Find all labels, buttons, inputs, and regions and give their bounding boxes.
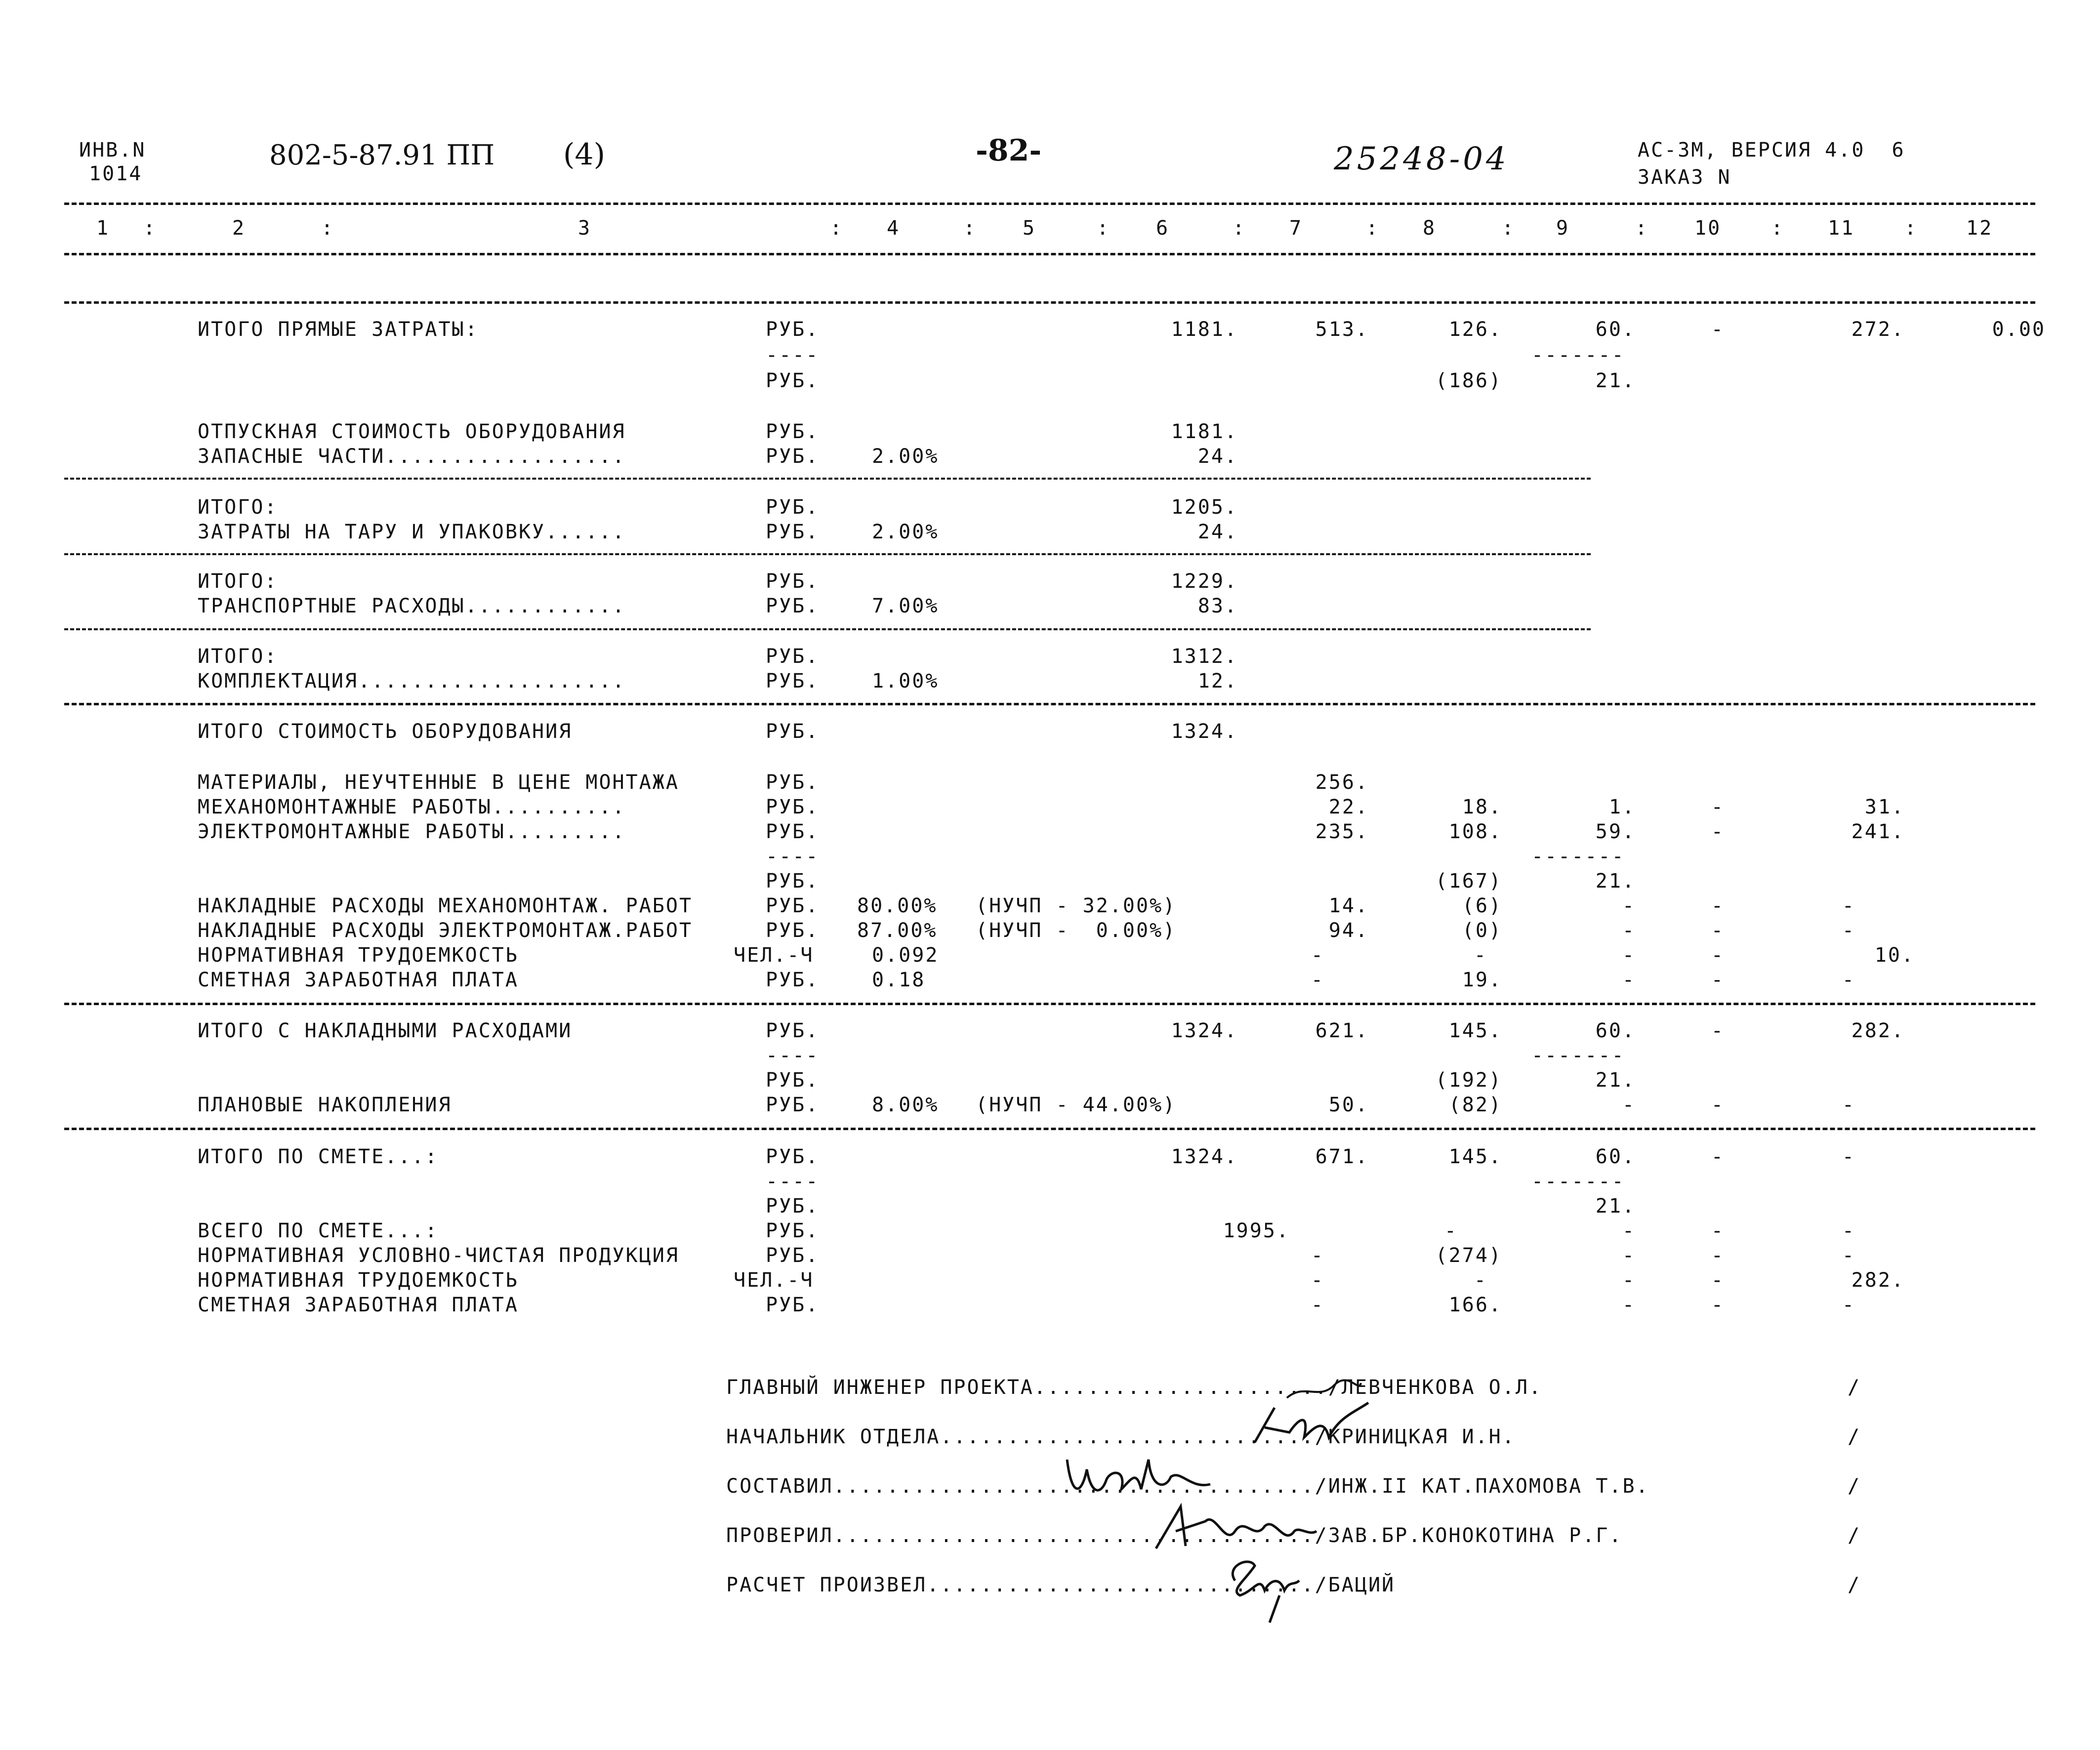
- col8-value: 108.: [1448, 820, 1502, 843]
- unit: РУБ.: [766, 870, 820, 893]
- unit-underline: ----: [766, 845, 820, 868]
- col10-value: -: [1711, 1094, 1725, 1116]
- col7-value: -: [1311, 944, 1324, 967]
- col7-value: 50.: [1328, 1094, 1369, 1116]
- percent: 80.00%: [857, 895, 938, 917]
- col9-value: 21.: [1595, 1195, 1636, 1218]
- unit: РУБ.: [766, 369, 820, 392]
- col9-underline: -------: [1531, 344, 1625, 366]
- unit: РУБ.: [766, 1220, 820, 1242]
- inventory-number: 1014: [89, 163, 143, 185]
- row-label: НОРМАТИВНАЯ УСЛОВНО-ЧИСТАЯ ПРОДУКЦИЯ: [198, 1244, 679, 1267]
- col9-value: -: [1622, 1294, 1636, 1316]
- section-divider: [64, 1128, 2035, 1130]
- row-label: МЕХАНОМОНТАЖНЫЕ РАБОТЫ..........: [198, 796, 626, 818]
- signature-end-slash: /: [1848, 1425, 1861, 1448]
- col7-value: 235.: [1315, 820, 1369, 843]
- col10-value: -: [1711, 1269, 1725, 1292]
- unit: РУБ.: [766, 771, 820, 794]
- row-label: ВСЕГО ПО СМЕТЕ...:: [198, 1220, 439, 1242]
- col9-value: 60.: [1595, 318, 1636, 341]
- section-divider: [64, 301, 2035, 304]
- col7-value: -: [1311, 1244, 1324, 1267]
- col7-value: -: [1311, 1269, 1324, 1292]
- col6-value: 1229.: [1171, 570, 1238, 593]
- col8-value: -: [1474, 1269, 1487, 1292]
- col8-value: 145.: [1448, 1145, 1502, 1168]
- nuchp-note: (НУЧП - 0.00%): [976, 919, 1177, 942]
- column-number-2: 2: [232, 217, 246, 240]
- col9-value: 60.: [1595, 1019, 1636, 1042]
- col9-underline: -------: [1531, 845, 1625, 868]
- handwritten-signature: [1245, 1398, 1373, 1452]
- col7-value: -: [1311, 969, 1324, 991]
- percent: 2.00%: [872, 521, 939, 543]
- column-separator: :: [963, 217, 977, 240]
- page-number: -82-: [976, 133, 1042, 168]
- col6-value: 1181.: [1171, 318, 1238, 341]
- unit: РУБ.: [766, 1145, 820, 1168]
- column-number-7: 7: [1289, 217, 1303, 240]
- unit-underline: ----: [766, 1170, 820, 1193]
- subtotal-divider: [64, 628, 1591, 630]
- col9-value: 1.: [1608, 796, 1636, 818]
- row-label: СМЕТНАЯ ЗАРАБОТНАЯ ПЛАТА: [198, 969, 519, 991]
- percent: 8.00%: [872, 1094, 939, 1116]
- row-label: НАКЛАДНЫЕ РАСХОДЫ ЭЛЕКТРОМОНТАЖ.РАБОТ: [198, 919, 693, 942]
- col11-value: -: [1842, 919, 1855, 942]
- col6-value: 1324.: [1171, 1019, 1238, 1042]
- nuchp-note: (НУЧП - 32.00%): [976, 895, 1177, 917]
- row-label: ИТОГО:: [198, 645, 278, 668]
- column-number-6: 6: [1156, 217, 1170, 240]
- col11-value: -: [1842, 1220, 1855, 1242]
- unit: РУБ.: [766, 420, 820, 443]
- unit: РУБ.: [766, 1244, 820, 1267]
- percent: 0.092: [872, 944, 939, 967]
- col11-value: 282.: [1851, 1269, 1905, 1292]
- col11-value: -: [1842, 1244, 1855, 1267]
- order-code: 25248-04: [1334, 141, 1509, 177]
- signature-end-slash: /: [1848, 1475, 1861, 1498]
- unit: ЧЕЛ.-Ч: [734, 1269, 814, 1292]
- col9-value: -: [1622, 1220, 1636, 1242]
- percent: 0.18: [872, 969, 926, 991]
- column-separator: :: [321, 217, 335, 240]
- col7-value: 513.: [1315, 318, 1369, 341]
- col10-value: -: [1711, 1019, 1725, 1042]
- signature-line-compiled-by: СОСТАВИЛ..................................../ИНЖ.II КАТ.ПАХОМОВА Т.В.: [726, 1475, 1649, 1498]
- col6-value: 83.: [1197, 595, 1238, 617]
- unit: РУБ.: [766, 1294, 820, 1316]
- unit: РУБ.: [766, 969, 820, 991]
- col9-value: -: [1622, 895, 1636, 917]
- col9-value: 21.: [1595, 1069, 1636, 1092]
- column-separator: :: [1366, 217, 1380, 240]
- signature-line-checked-by: ПРОВЕРИЛ..................................../ЗАВ.БР.КОНОКОТИНА Р.Г.: [726, 1524, 1623, 1547]
- unit: РУБ.: [766, 521, 820, 543]
- percent: 7.00%: [872, 595, 939, 617]
- col11-value: 10.: [1874, 944, 1915, 967]
- row-label: ЭЛЕКТРОМОНТАЖНЫЕ РАБОТЫ.........: [198, 820, 626, 843]
- row-label: ЗАТРАТЫ НА ТАРУ И УПАКОВКУ......: [198, 521, 626, 543]
- unit-underline: ----: [766, 344, 820, 366]
- unit: РУБ.: [766, 595, 820, 617]
- row-label: ИТОГО:: [198, 496, 278, 519]
- col8-value: (0): [1462, 919, 1502, 942]
- col10-value: -: [1711, 944, 1725, 967]
- col10-value: -: [1711, 820, 1725, 843]
- col9-value: -: [1622, 944, 1636, 967]
- column-number-4: 4: [887, 217, 901, 240]
- col7-value: 256.: [1315, 771, 1369, 794]
- col6-value: 24.: [1197, 521, 1238, 543]
- col10-value: -: [1711, 1145, 1725, 1168]
- col8-value: (6): [1462, 895, 1502, 917]
- unit: РУБ.: [766, 895, 820, 917]
- col8-value: (186): [1435, 369, 1502, 392]
- percent: 2.00%: [872, 445, 939, 468]
- column-number-8: 8: [1423, 217, 1437, 240]
- column-number-12: 12: [1966, 217, 1993, 240]
- unit: РУБ.: [766, 1069, 820, 1092]
- handwritten-signature: [1151, 1502, 1319, 1556]
- col10-value: -: [1711, 919, 1725, 942]
- unit: РУБ.: [766, 1195, 820, 1218]
- col11-value: 282.: [1851, 1019, 1905, 1042]
- unit-underline: ----: [766, 1044, 820, 1067]
- col7-value: 621.: [1315, 1019, 1369, 1042]
- col7-value: 14.: [1328, 895, 1369, 917]
- col10-value: -: [1711, 1294, 1725, 1316]
- unit: ЧЕЛ.-Ч: [734, 944, 814, 967]
- col9-underline: -------: [1531, 1170, 1625, 1193]
- unit: РУБ.: [766, 645, 820, 668]
- col9-value: -: [1622, 969, 1636, 991]
- col8-value: 19.: [1462, 969, 1502, 991]
- section-divider: [64, 703, 2035, 705]
- col9-value: 21.: [1595, 870, 1636, 893]
- col9-value: -: [1622, 1244, 1636, 1267]
- col8-value: (82): [1448, 1094, 1502, 1116]
- row-label: НОРМАТИВНАЯ ТРУДОЕМКОСТЬ: [198, 1269, 519, 1292]
- col10-value: -: [1711, 796, 1725, 818]
- signature-end-slash: /: [1848, 1524, 1861, 1547]
- col11-value: -: [1842, 1294, 1855, 1316]
- column-separator: :: [1502, 217, 1516, 240]
- row-label: МАТЕРИАЛЫ, НЕУЧТЕННЫЕ В ЦЕНЕ МОНТАЖА: [198, 771, 679, 794]
- col7-value: 22.: [1328, 796, 1369, 818]
- column-number-9: 9: [1556, 217, 1570, 240]
- row-label: СМЕТНАЯ ЗАРАБОТНАЯ ПЛАТА: [198, 1294, 519, 1316]
- col8-value: -: [1474, 944, 1487, 967]
- document-code: 802-5-87.91 ПП: [269, 139, 495, 171]
- col6-value: 1324.: [1171, 1145, 1238, 1168]
- col6-value: 1312.: [1171, 645, 1238, 668]
- unit: РУБ.: [766, 1019, 820, 1042]
- col11-value: -: [1842, 969, 1855, 991]
- row-label: ОТПУСКНАЯ СТОИМОСТЬ ОБОРУДОВАНИЯ: [198, 420, 626, 443]
- header-divider-bottom: [64, 253, 2035, 255]
- signature-line-calculated-by: РАСЧЕТ ПРОИЗВЕЛ............................./БАЦИЙ: [726, 1574, 1396, 1596]
- nuchp-note: (НУЧП - 44.00%): [976, 1094, 1177, 1116]
- unit: РУБ.: [766, 445, 820, 468]
- col7-value: -: [1311, 1294, 1324, 1316]
- section-divider: [64, 1003, 2035, 1005]
- unit: РУБ.: [766, 318, 820, 341]
- row-label: ИТОГО С НАКЛАДНЫМИ РАСХОДАМИ: [198, 1019, 573, 1042]
- handwritten-signature: [1062, 1450, 1220, 1504]
- row-label: НОРМАТИВНАЯ ТРУДОЕМКОСТЬ: [198, 944, 519, 967]
- column-separator: :: [1233, 217, 1246, 240]
- signature-line-department-head: НАЧАЛЬНИК ОТДЕЛА............................/КРИНИЦКАЯ И.Н.: [726, 1425, 1516, 1448]
- col8-value: (167): [1435, 870, 1502, 893]
- col8-value: -: [1444, 1220, 1458, 1242]
- row-label: НАКЛАДНЫЕ РАСХОДЫ МЕХАНОМОНТАЖ. РАБОТ: [198, 895, 693, 917]
- col10-value: -: [1711, 1244, 1725, 1267]
- unit: РУБ.: [766, 796, 820, 818]
- row-label: ПЛАНОВЫЕ НАКОПЛЕНИЯ: [198, 1094, 452, 1116]
- col7-value: 94.: [1328, 919, 1369, 942]
- col6-value: 12.: [1197, 670, 1238, 692]
- col6-value: 1181.: [1171, 420, 1238, 443]
- col10-value: -: [1711, 318, 1725, 341]
- col9-value: -: [1622, 919, 1636, 942]
- row-label: ЗАПАСНЫЕ ЧАСТИ..................: [198, 445, 626, 468]
- col8-value: (192): [1435, 1069, 1502, 1092]
- unit: РУБ.: [766, 496, 820, 519]
- col10-value: -: [1711, 1220, 1725, 1242]
- col12-value: 0.00: [1992, 318, 2046, 341]
- row-label: ИТОГО ПРЯМЫЕ ЗАТРАТЫ:: [198, 318, 479, 341]
- unit: РУБ.: [766, 720, 820, 743]
- column-separator: :: [1097, 217, 1111, 240]
- column-separator: :: [1635, 217, 1649, 240]
- col9-value: -: [1622, 1269, 1636, 1292]
- col8-value: 145.: [1448, 1019, 1502, 1042]
- unit: РУБ.: [766, 919, 820, 942]
- col11-value: 241.: [1851, 820, 1905, 843]
- col11-value: -: [1842, 895, 1855, 917]
- percent: 1.00%: [872, 670, 939, 692]
- col8-value: 18.: [1462, 796, 1502, 818]
- unit: РУБ.: [766, 820, 820, 843]
- order-label: ЗАКАЗ N: [1638, 166, 1731, 189]
- col8-value: (274): [1435, 1244, 1502, 1267]
- column-number-10: 10: [1694, 217, 1722, 240]
- row-label: ТРАНСПОРТНЫЕ РАСХОДЫ............: [198, 595, 626, 617]
- handwritten-signature: [1220, 1551, 1304, 1625]
- row-label: ИТОГО ПО СМЕТЕ...:: [198, 1145, 439, 1168]
- column-number-3: 3: [578, 217, 592, 240]
- col8-value: 166.: [1448, 1294, 1502, 1316]
- col6-value: 1995.: [1223, 1220, 1290, 1242]
- column-separator: :: [143, 217, 157, 240]
- percent: 87.00%: [857, 919, 938, 942]
- unit: РУБ.: [766, 670, 820, 692]
- col10-value: -: [1711, 895, 1725, 917]
- col9-value: -: [1622, 1094, 1636, 1116]
- col6-value: 24.: [1197, 445, 1238, 468]
- subtotal-divider: [64, 478, 1591, 480]
- col11-value: 272.: [1851, 318, 1905, 341]
- col8-value: 126.: [1448, 318, 1502, 341]
- signature-line-chief-engineer: ГЛАВНЫЙ ИНЖЕНЕР ПРОЕКТА....................../ЛЕВЧЕНКОВА О.Л.: [726, 1376, 1543, 1399]
- col6-value: 1324.: [1171, 720, 1238, 743]
- row-label: ИТОГО:: [198, 570, 278, 593]
- col11-value: -: [1842, 1094, 1855, 1116]
- col10-value: -: [1711, 969, 1725, 991]
- col9-value: 59.: [1595, 820, 1636, 843]
- row-label: КОМПЛЕКТАЦИЯ....................: [198, 670, 626, 692]
- col9-value: 21.: [1595, 369, 1636, 392]
- document-part: (4): [563, 137, 605, 172]
- column-separator: :: [1904, 217, 1918, 240]
- unit: РУБ.: [766, 570, 820, 593]
- software-version: АС-3М, ВЕРСИЯ 4.0 6: [1638, 139, 1905, 162]
- row-label: ИТОГО СТОИМОСТЬ ОБОРУДОВАНИЯ: [198, 720, 573, 743]
- signature-end-slash: /: [1848, 1574, 1861, 1596]
- col11-value: 31.: [1864, 796, 1905, 818]
- col7-value: 671.: [1315, 1145, 1369, 1168]
- unit: РУБ.: [766, 1094, 820, 1116]
- col9-value: 60.: [1595, 1145, 1636, 1168]
- col11-value: -: [1842, 1145, 1855, 1168]
- subtotal-divider: [64, 553, 1591, 555]
- col6-value: 1205.: [1171, 496, 1238, 519]
- column-number-5: 5: [1023, 217, 1036, 240]
- inventory-label: ИНВ.N: [79, 139, 146, 162]
- col9-underline: -------: [1531, 1044, 1625, 1067]
- signature-end-slash: /: [1848, 1376, 1861, 1399]
- column-number-1: 1: [96, 217, 110, 240]
- column-separator: :: [1771, 217, 1785, 240]
- header-divider-top: [64, 203, 2035, 205]
- column-number-11: 11: [1828, 217, 1855, 240]
- column-separator: :: [830, 217, 844, 240]
